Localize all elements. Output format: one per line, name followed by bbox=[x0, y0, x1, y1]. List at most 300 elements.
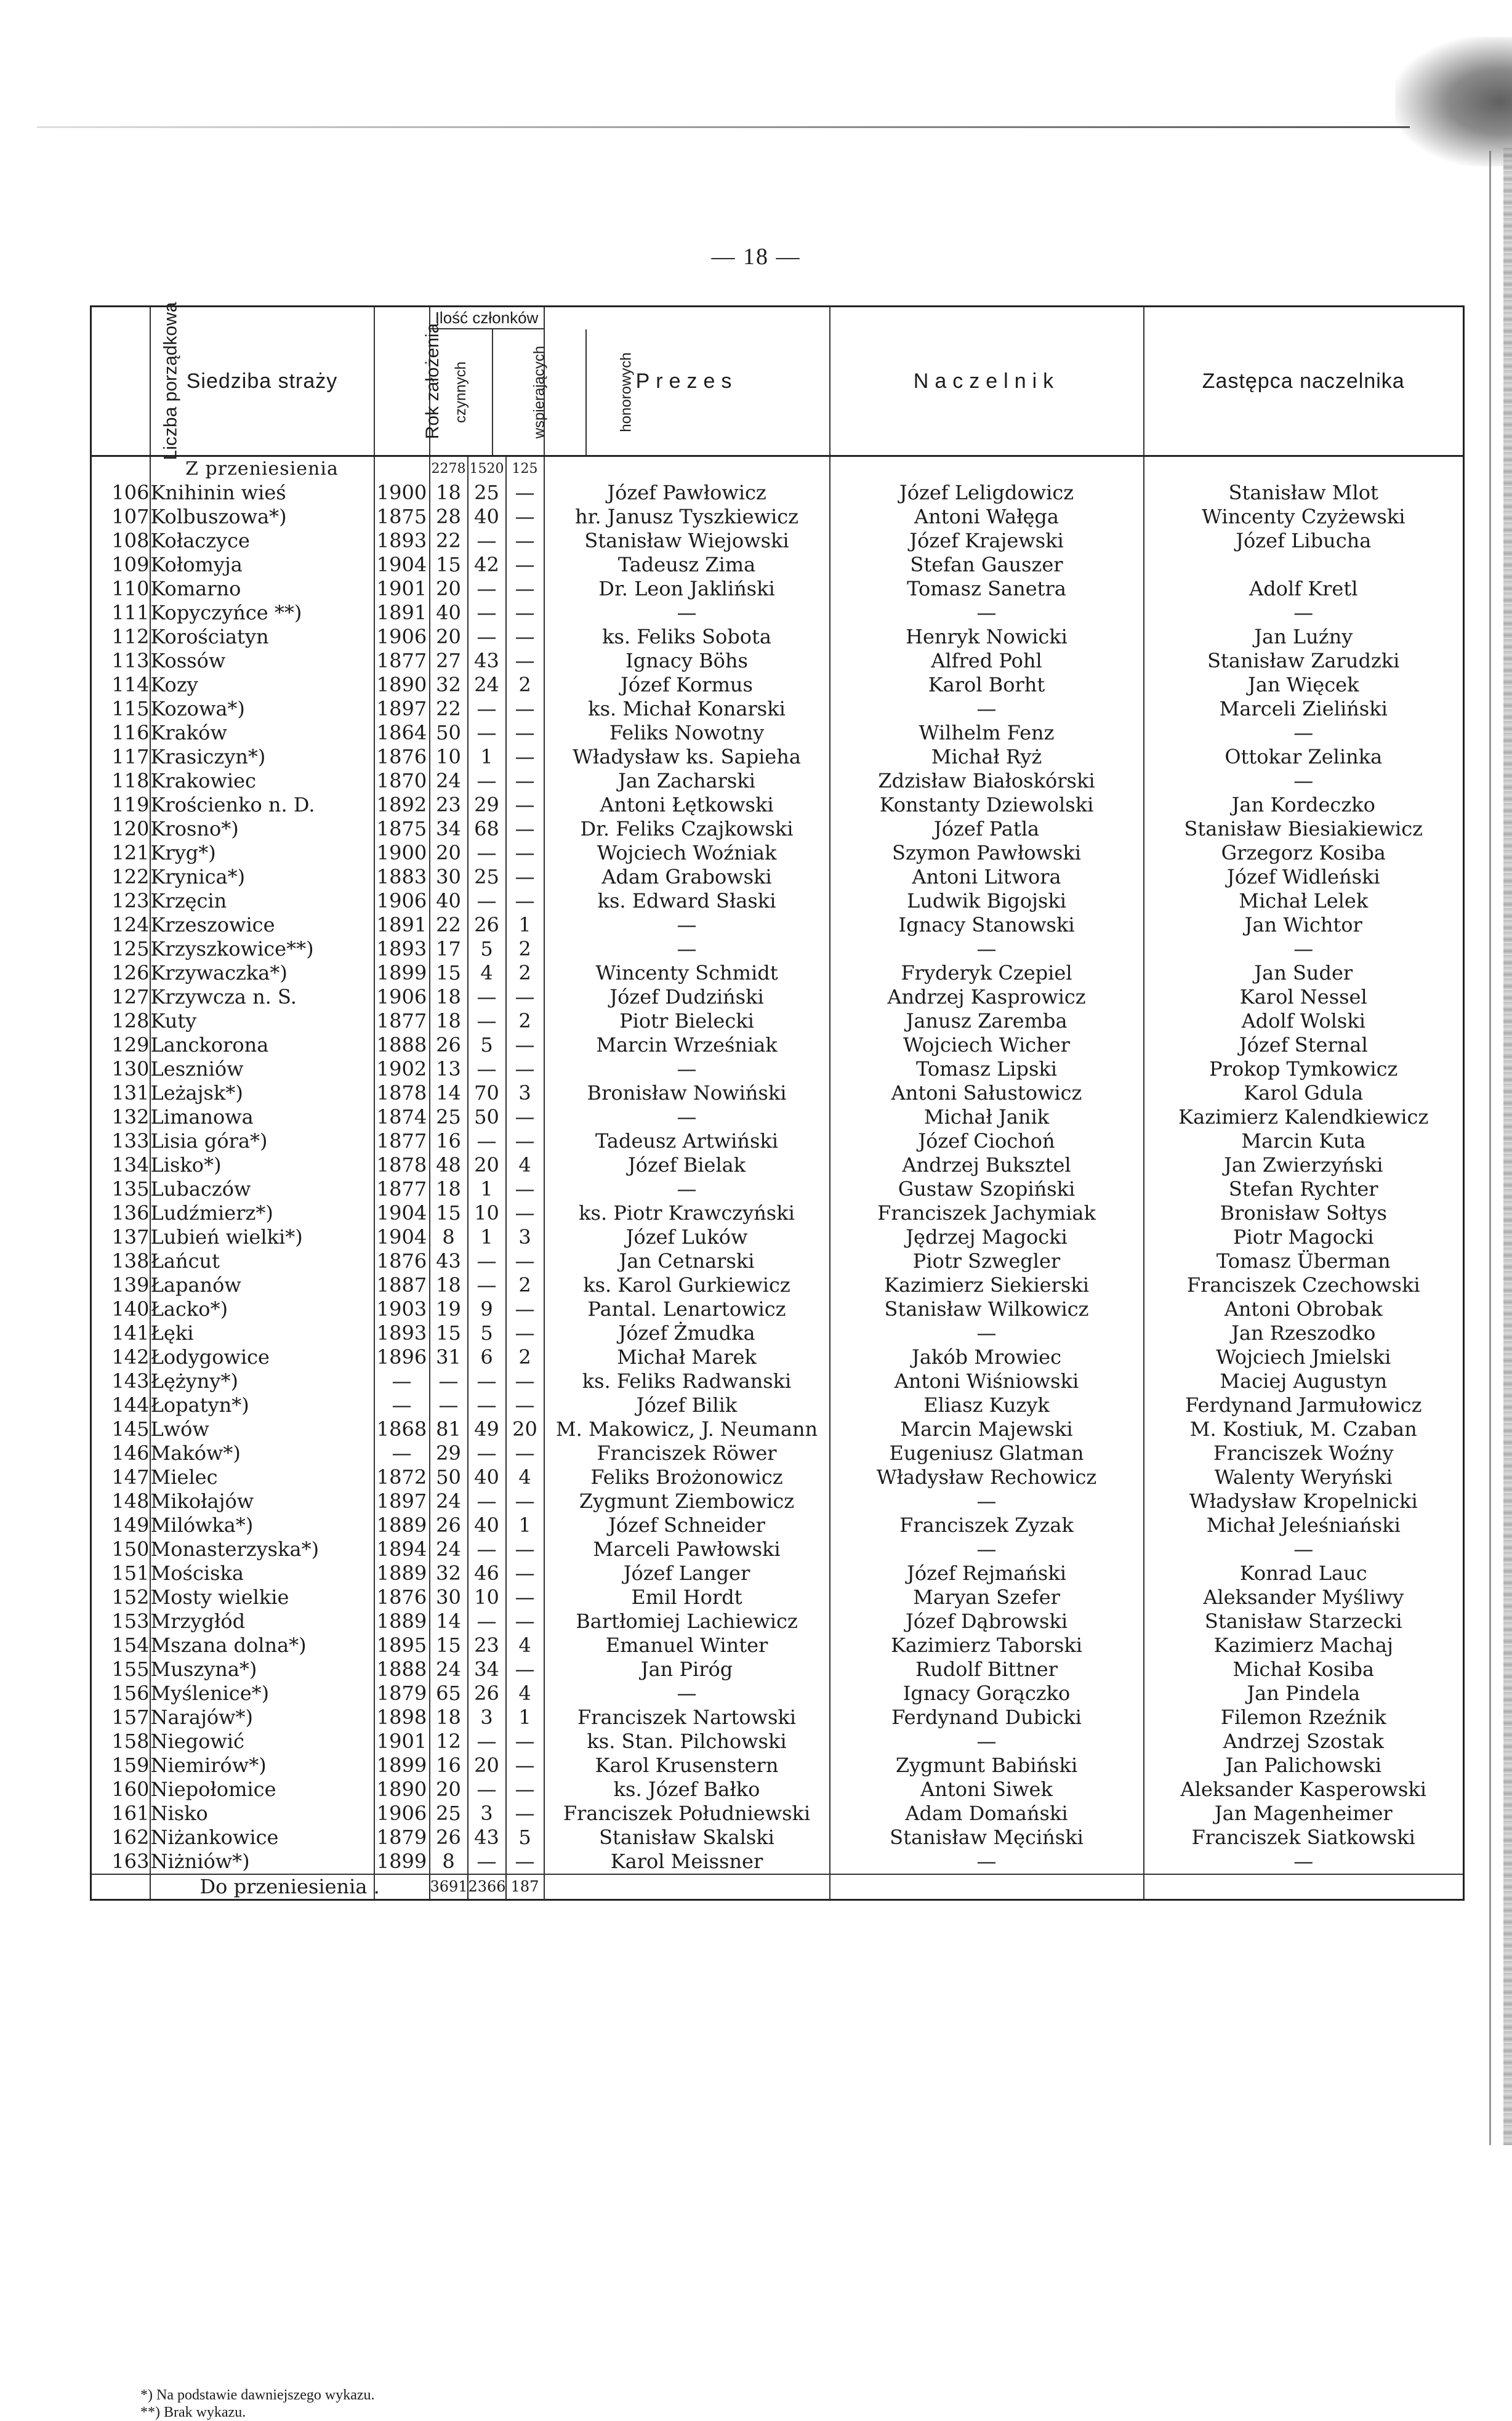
footnote-no-list: **) Brak wykazu. bbox=[140, 2404, 246, 2420]
founding-year: 1895 bbox=[374, 1633, 430, 1658]
honorary-count: 1 bbox=[506, 913, 544, 937]
deputy-name: Franciszek Czechowski bbox=[1144, 1273, 1464, 1297]
active-count: 22 bbox=[430, 529, 468, 553]
commander-name: Piotr Szwegler bbox=[830, 1249, 1144, 1273]
row-nr: 122 bbox=[91, 865, 150, 889]
supporting-count: 25 bbox=[468, 481, 506, 505]
commander-name: — bbox=[830, 601, 1144, 625]
commander-name: Rudolf Bittner bbox=[830, 1658, 1144, 1682]
deputy-name: Kazimierz Kalendkiewicz bbox=[1144, 1105, 1464, 1129]
station-name: Monasterzyska*) bbox=[150, 1537, 374, 1561]
commander-name: Ludwik Bigojski bbox=[830, 889, 1144, 913]
header-deputy bbox=[1144, 307, 1464, 456]
commander-name: Ferdynand Dubicki bbox=[830, 1706, 1144, 1730]
commander-name: Tomasz Lipski bbox=[830, 1057, 1144, 1081]
supporting-count: 5 bbox=[468, 1321, 506, 1345]
table-row bbox=[91, 1633, 1464, 1658]
active-count: 40 bbox=[430, 889, 468, 913]
total-active: 3691 bbox=[430, 1874, 468, 1900]
founding-year: 1877 bbox=[374, 649, 430, 673]
station-name: Niżankowice bbox=[150, 1826, 374, 1850]
row-nr: 126 bbox=[91, 961, 150, 985]
president-name: Marcin Wrześniak bbox=[544, 1033, 830, 1057]
station-name: Kossów bbox=[150, 649, 374, 673]
row-nr: 155 bbox=[91, 1658, 150, 1682]
honorary-count: — bbox=[506, 1057, 544, 1081]
deputy-name: Maciej Augustyn bbox=[1144, 1369, 1464, 1393]
active-count: 8 bbox=[430, 1850, 468, 1874]
commander-name: Karol Borht bbox=[830, 673, 1144, 697]
station-name: Leszniów bbox=[150, 1057, 374, 1081]
table-row bbox=[91, 1153, 1464, 1177]
station-name: Łężyny*) bbox=[150, 1369, 374, 1393]
supporting-count: — bbox=[468, 1057, 506, 1081]
station-name: Kryg*) bbox=[150, 841, 374, 865]
deputy-name: Marcin Kuta bbox=[1144, 1129, 1464, 1153]
deputy-name: Adolf Wolski bbox=[1144, 1009, 1464, 1033]
scan-right-edge-line bbox=[1489, 151, 1491, 2145]
table-row bbox=[91, 1561, 1464, 1585]
active-count: 19 bbox=[430, 1297, 468, 1321]
scan-top-line bbox=[37, 126, 1410, 128]
active-count: 32 bbox=[430, 673, 468, 697]
active-count: 24 bbox=[430, 1489, 468, 1513]
commander-name: Józef Leligdowicz bbox=[830, 481, 1144, 505]
deputy-name: Michał Kosiba bbox=[1144, 1658, 1464, 1682]
deputy-name: Jan Luźny bbox=[1144, 625, 1464, 649]
station-name: Lubień wielki*) bbox=[150, 1225, 374, 1249]
active-count: 30 bbox=[430, 865, 468, 889]
honorary-count: — bbox=[506, 1033, 544, 1057]
deputy-name: Jan Zwierzyński bbox=[1144, 1153, 1464, 1177]
founding-year: 1898 bbox=[374, 1706, 430, 1730]
honorary-count: 4 bbox=[506, 1682, 544, 1706]
president-name: Franciszek Nartowski bbox=[544, 1706, 830, 1730]
table-row bbox=[91, 937, 1464, 961]
founding-year: 1877 bbox=[374, 1009, 430, 1033]
supporting-count: — bbox=[468, 1249, 506, 1273]
deputy-name: Ferdynand Jarmułowicz bbox=[1144, 1393, 1464, 1417]
header-commander-label: Naczelnik bbox=[913, 369, 1060, 393]
president-name: Marceli Pawłowski bbox=[544, 1537, 830, 1561]
active-count: 50 bbox=[430, 721, 468, 745]
supporting-count: 29 bbox=[468, 793, 506, 817]
table-row bbox=[91, 481, 1464, 505]
active-count: 26 bbox=[430, 1826, 468, 1850]
supporting-count: 34 bbox=[468, 1658, 506, 1682]
president-name: Karol Meissner bbox=[544, 1850, 830, 1874]
honorary-count: 1 bbox=[506, 1513, 544, 1537]
honorary-count: 2 bbox=[506, 673, 544, 697]
honorary-count: 2 bbox=[506, 961, 544, 985]
founding-year: 1876 bbox=[374, 1249, 430, 1273]
row-nr: 146 bbox=[91, 1441, 150, 1465]
total-row bbox=[91, 1874, 1464, 1900]
commander-name: Kazimierz Siekierski bbox=[830, 1273, 1144, 1297]
table-row bbox=[91, 625, 1464, 649]
station-name: Lisko*) bbox=[150, 1153, 374, 1177]
honorary-count: 2 bbox=[506, 937, 544, 961]
honorary-count: — bbox=[506, 553, 544, 577]
header-nr bbox=[91, 302, 181, 461]
president-name: ks. Feliks Sobota bbox=[544, 625, 830, 649]
president-name: Emanuel Winter bbox=[544, 1633, 830, 1658]
president-name: Stanisław Wiejowski bbox=[544, 529, 830, 553]
active-count: 15 bbox=[430, 1633, 468, 1658]
founding-year: 1904 bbox=[374, 1201, 430, 1225]
header-commander bbox=[830, 307, 1144, 456]
president-name: Pantal. Lenartowicz bbox=[544, 1297, 830, 1321]
row-nr: 132 bbox=[91, 1105, 150, 1129]
president-name: Józef Dudziński bbox=[544, 985, 830, 1009]
president-name: Józef Schneider bbox=[544, 1513, 830, 1537]
honorary-count: — bbox=[506, 481, 544, 505]
table-row bbox=[91, 1778, 1464, 1802]
supporting-count: — bbox=[468, 769, 506, 793]
commander-name: Michał Janik bbox=[830, 1105, 1144, 1129]
carry-supporting: 1520 bbox=[468, 456, 506, 481]
supporting-count: 20 bbox=[468, 1754, 506, 1778]
deputy-name: Józef Widleński bbox=[1144, 865, 1464, 889]
commander-name: Wojciech Wicher bbox=[830, 1033, 1144, 1057]
table-row bbox=[91, 1489, 1464, 1513]
header-nr-label: Liczba porządkowa bbox=[160, 302, 181, 461]
supporting-count: 20 bbox=[468, 1153, 506, 1177]
president-name: Feliks Brożonowicz bbox=[544, 1465, 830, 1489]
president-name: Adam Grabowski bbox=[544, 865, 830, 889]
deputy-name: — bbox=[1144, 1850, 1464, 1874]
president-name: ks. Feliks Radwanski bbox=[544, 1369, 830, 1393]
honorary-count: — bbox=[506, 1249, 544, 1273]
deputy-name: Jan Suder bbox=[1144, 961, 1464, 985]
president-name: — bbox=[544, 937, 830, 961]
table-row bbox=[91, 1802, 1464, 1826]
honorary-count: — bbox=[506, 625, 544, 649]
station-name: Niżniów*) bbox=[150, 1850, 374, 1874]
founding-year: 1888 bbox=[374, 1033, 430, 1057]
honorary-count: 2 bbox=[506, 1009, 544, 1033]
honorary-count: 4 bbox=[506, 1465, 544, 1489]
active-count: 20 bbox=[430, 625, 468, 649]
table-row bbox=[91, 1345, 1464, 1369]
honorary-count: — bbox=[506, 649, 544, 673]
table-row bbox=[91, 1393, 1464, 1417]
row-nr: 125 bbox=[91, 937, 150, 961]
honorary-count: — bbox=[506, 1321, 544, 1345]
supporting-count: — bbox=[468, 1489, 506, 1513]
station-name: Krzęcin bbox=[150, 889, 374, 913]
station-name: Mielec bbox=[150, 1465, 374, 1489]
commander-name: Antoni Siwek bbox=[830, 1778, 1144, 1802]
station-name: Kozowa*) bbox=[150, 697, 374, 721]
station-name: Krasiczyn*) bbox=[150, 745, 374, 769]
active-count: 8 bbox=[430, 1225, 468, 1249]
honorary-count: — bbox=[506, 529, 544, 553]
carry-deputy bbox=[1144, 456, 1464, 481]
row-nr: 110 bbox=[91, 577, 150, 601]
supporting-count: 50 bbox=[468, 1105, 506, 1129]
founding-year: 1893 bbox=[374, 529, 430, 553]
deputy-name: Władysław Kropelnicki bbox=[1144, 1489, 1464, 1513]
founding-year: 1874 bbox=[374, 1105, 430, 1129]
table-row bbox=[91, 697, 1464, 721]
active-count: 20 bbox=[430, 577, 468, 601]
active-count: 34 bbox=[430, 817, 468, 841]
honorary-count: — bbox=[506, 1585, 544, 1609]
row-nr: 145 bbox=[91, 1417, 150, 1441]
deputy-name: Karol Gdula bbox=[1144, 1081, 1464, 1105]
table-row bbox=[91, 1441, 1464, 1465]
commander-name: Adam Domański bbox=[830, 1802, 1144, 1826]
honorary-count: — bbox=[506, 745, 544, 769]
carry-honorary: 125 bbox=[506, 456, 544, 481]
row-nr: 123 bbox=[91, 889, 150, 913]
row-nr: 162 bbox=[91, 1826, 150, 1850]
president-name: Jan Piróg bbox=[544, 1658, 830, 1682]
honorary-count: — bbox=[506, 1489, 544, 1513]
header-name-label: Siedziba straży bbox=[186, 369, 338, 393]
president-name: Bartłomiej Lachiewicz bbox=[544, 1609, 830, 1633]
table-row bbox=[91, 1513, 1464, 1537]
deputy-name: Prokop Tymkowicz bbox=[1144, 1057, 1464, 1081]
deputy-name: Stanisław Biesiakiewicz bbox=[1144, 817, 1464, 841]
table-row bbox=[91, 841, 1464, 865]
active-count: 15 bbox=[430, 961, 468, 985]
active-count: 43 bbox=[430, 1249, 468, 1273]
president-name: — bbox=[544, 601, 830, 625]
deputy-name: Jan Wichtor bbox=[1144, 913, 1464, 937]
supporting-count: 25 bbox=[468, 865, 506, 889]
supporting-count: 40 bbox=[468, 1465, 506, 1489]
president-name: — bbox=[544, 1682, 830, 1706]
table-row bbox=[91, 1105, 1464, 1129]
total-supporting: 2366 bbox=[468, 1874, 506, 1900]
supporting-count: — bbox=[468, 889, 506, 913]
deputy-name: Karol Nessel bbox=[1144, 985, 1464, 1009]
station-name: Krzywcza n. S. bbox=[150, 985, 374, 1009]
active-count: 14 bbox=[430, 1081, 468, 1105]
founding-year: 1901 bbox=[374, 577, 430, 601]
commander-name: Ignacy Gorączko bbox=[830, 1682, 1144, 1706]
supporting-count: 43 bbox=[468, 1826, 506, 1850]
station-name: Mszana dolna*) bbox=[150, 1633, 374, 1658]
table-row bbox=[91, 1009, 1464, 1033]
deputy-name: Antoni Obrobak bbox=[1144, 1297, 1464, 1321]
supporting-count: 4 bbox=[468, 961, 506, 985]
row-nr: 137 bbox=[91, 1225, 150, 1249]
founding-year: 1890 bbox=[374, 673, 430, 697]
header-year bbox=[374, 307, 443, 456]
station-name: Korościatyn bbox=[150, 625, 374, 649]
table-row bbox=[91, 1225, 1464, 1249]
honorary-count: — bbox=[506, 1297, 544, 1321]
deputy-name: Kazimierz Machaj bbox=[1144, 1633, 1464, 1658]
row-nr: 109 bbox=[91, 553, 150, 577]
founding-year: 1900 bbox=[374, 841, 430, 865]
header-name bbox=[150, 307, 374, 456]
deputy-name: Wincenty Czyżewski bbox=[1144, 505, 1464, 529]
table-row bbox=[91, 961, 1464, 985]
founding-year: 1899 bbox=[374, 961, 430, 985]
table-row bbox=[91, 1609, 1464, 1633]
row-nr: 117 bbox=[91, 745, 150, 769]
active-count: 24 bbox=[430, 769, 468, 793]
table-row bbox=[91, 1417, 1464, 1441]
honorary-count: — bbox=[506, 601, 544, 625]
total-deputy bbox=[1144, 1874, 1464, 1900]
total-commander bbox=[830, 1874, 1144, 1900]
president-name: hr. Janusz Tyszkiewicz bbox=[544, 505, 830, 529]
table-row bbox=[91, 505, 1464, 529]
founding-year: 1877 bbox=[374, 1177, 430, 1201]
supporting-count: — bbox=[468, 601, 506, 625]
honorary-count: 4 bbox=[506, 1633, 544, 1658]
founding-year: — bbox=[374, 1369, 430, 1393]
table-row bbox=[91, 1754, 1464, 1778]
active-count: 15 bbox=[430, 553, 468, 577]
deputy-name: Piotr Magocki bbox=[1144, 1225, 1464, 1249]
founding-year: 1899 bbox=[374, 1754, 430, 1778]
founding-year: 1906 bbox=[374, 985, 430, 1009]
header-president-label: Prezes bbox=[635, 369, 738, 393]
president-name: Dr. Leon Jakliński bbox=[544, 577, 830, 601]
station-name: Kołomyja bbox=[150, 553, 374, 577]
deputy-name: Jan Rzeszodko bbox=[1144, 1321, 1464, 1345]
honorary-count: 3 bbox=[506, 1081, 544, 1105]
supporting-count: — bbox=[468, 1778, 506, 1802]
supporting-count: 10 bbox=[468, 1585, 506, 1609]
total-label: Do przeniesienia . bbox=[150, 1874, 374, 1900]
founding-year: 1893 bbox=[374, 1321, 430, 1345]
row-nr: 134 bbox=[91, 1153, 150, 1177]
deputy-name: — bbox=[1144, 1537, 1464, 1561]
honorary-count: 4 bbox=[506, 1153, 544, 1177]
commander-name: Władysław Rechowicz bbox=[830, 1465, 1144, 1489]
commander-name: Antoni Litwora bbox=[830, 865, 1144, 889]
commander-name: Wilhelm Fenz bbox=[830, 721, 1144, 745]
table-row bbox=[91, 1177, 1464, 1201]
table-row bbox=[91, 553, 1464, 577]
active-count: 26 bbox=[430, 1513, 468, 1537]
honorary-count: — bbox=[506, 505, 544, 529]
active-count: 25 bbox=[430, 1802, 468, 1826]
table-row bbox=[91, 649, 1464, 673]
carry-active: 2278 bbox=[430, 456, 468, 481]
active-count: 15 bbox=[430, 1201, 468, 1225]
station-name: Mościska bbox=[150, 1561, 374, 1585]
commander-name: Eliasz Kuzyk bbox=[830, 1393, 1144, 1417]
supporting-count: 26 bbox=[468, 913, 506, 937]
deputy-name: Filemon Rzeźnik bbox=[1144, 1706, 1464, 1730]
row-nr: 114 bbox=[91, 673, 150, 697]
active-count: — bbox=[430, 1369, 468, 1393]
commander-name: — bbox=[830, 1321, 1144, 1345]
station-name: Kopyczyńce **) bbox=[150, 601, 374, 625]
president-name: Stanisław Skalski bbox=[544, 1826, 830, 1850]
total-year bbox=[374, 1874, 430, 1900]
commander-name: Maryan Szefer bbox=[830, 1585, 1144, 1609]
station-name: Łańcut bbox=[150, 1249, 374, 1273]
supporting-count: — bbox=[468, 625, 506, 649]
active-count: 22 bbox=[430, 697, 468, 721]
header-honorary-label: honorowych bbox=[617, 352, 635, 432]
honorary-count: 2 bbox=[506, 1345, 544, 1369]
active-count: 18 bbox=[430, 1273, 468, 1297]
supporting-count: 68 bbox=[468, 817, 506, 841]
supporting-count: — bbox=[468, 1273, 506, 1297]
commander-name: Stanisław Wilkowicz bbox=[830, 1297, 1144, 1321]
president-name: Władysław ks. Sapieha bbox=[544, 745, 830, 769]
row-nr: 143 bbox=[91, 1369, 150, 1393]
row-nr: 131 bbox=[91, 1081, 150, 1105]
station-name: Niemirów*) bbox=[150, 1754, 374, 1778]
row-nr: 157 bbox=[91, 1706, 150, 1730]
deputy-name: Wojciech Jmielski bbox=[1144, 1345, 1464, 1369]
active-count: 18 bbox=[430, 1706, 468, 1730]
active-count: 18 bbox=[430, 1177, 468, 1201]
deputy-name: Stanisław Mlot bbox=[1144, 481, 1464, 505]
commander-name: Antoni Wałęga bbox=[830, 505, 1144, 529]
supporting-count: — bbox=[468, 1369, 506, 1393]
founding-year: 1883 bbox=[374, 865, 430, 889]
station-name: Lwów bbox=[150, 1417, 374, 1441]
commander-name: Alfred Pohl bbox=[830, 649, 1144, 673]
carry-over-label: Z przeniesienia bbox=[150, 456, 374, 481]
row-nr: 136 bbox=[91, 1201, 150, 1225]
table-row bbox=[91, 1826, 1464, 1850]
table-row bbox=[91, 1682, 1464, 1706]
honorary-count: — bbox=[506, 1537, 544, 1561]
active-count: 26 bbox=[430, 1033, 468, 1057]
row-nr: 148 bbox=[91, 1489, 150, 1513]
honorary-count: — bbox=[506, 1393, 544, 1417]
active-count: 18 bbox=[430, 985, 468, 1009]
active-count: 18 bbox=[430, 1009, 468, 1033]
row-nr: 106 bbox=[91, 481, 150, 505]
active-count: 16 bbox=[430, 1754, 468, 1778]
deputy-name: Jan Kordeczko bbox=[1144, 793, 1464, 817]
header-supporting-label: wspierających bbox=[530, 345, 547, 439]
commander-name: Zygmunt Babiński bbox=[830, 1754, 1144, 1778]
supporting-count: 24 bbox=[468, 673, 506, 697]
commander-name: Gustaw Szopiński bbox=[830, 1177, 1144, 1201]
president-name: Dr. Feliks Czajkowski bbox=[544, 817, 830, 841]
supporting-count: — bbox=[468, 577, 506, 601]
fire-brigade-table bbox=[90, 302, 1465, 1901]
supporting-count: — bbox=[468, 841, 506, 865]
station-name: Nisko bbox=[150, 1802, 374, 1826]
station-name: Muszyna*) bbox=[150, 1658, 374, 1682]
row-nr: 130 bbox=[91, 1057, 150, 1081]
president-name: Józef Pawłowicz bbox=[544, 481, 830, 505]
deputy-name: Franciszek Siatkowski bbox=[1144, 1826, 1464, 1850]
president-name: — bbox=[544, 1177, 830, 1201]
president-name: Antoni Łętkowski bbox=[544, 793, 830, 817]
table-row bbox=[91, 889, 1464, 913]
active-count: 20 bbox=[430, 1778, 468, 1802]
president-name: Józef Bilik bbox=[544, 1393, 830, 1417]
active-count: 24 bbox=[430, 1658, 468, 1682]
supporting-count: 46 bbox=[468, 1561, 506, 1585]
founding-year: — bbox=[374, 1393, 430, 1417]
president-name: Franciszek Południewski bbox=[544, 1802, 830, 1826]
deputy-name: Jan Palichowski bbox=[1144, 1754, 1464, 1778]
station-name: Lanckorona bbox=[150, 1033, 374, 1057]
table-row bbox=[91, 721, 1464, 745]
row-nr: 160 bbox=[91, 1778, 150, 1802]
founding-year: 1896 bbox=[374, 1345, 430, 1369]
commander-name: Franciszek Jachymiak bbox=[830, 1201, 1144, 1225]
